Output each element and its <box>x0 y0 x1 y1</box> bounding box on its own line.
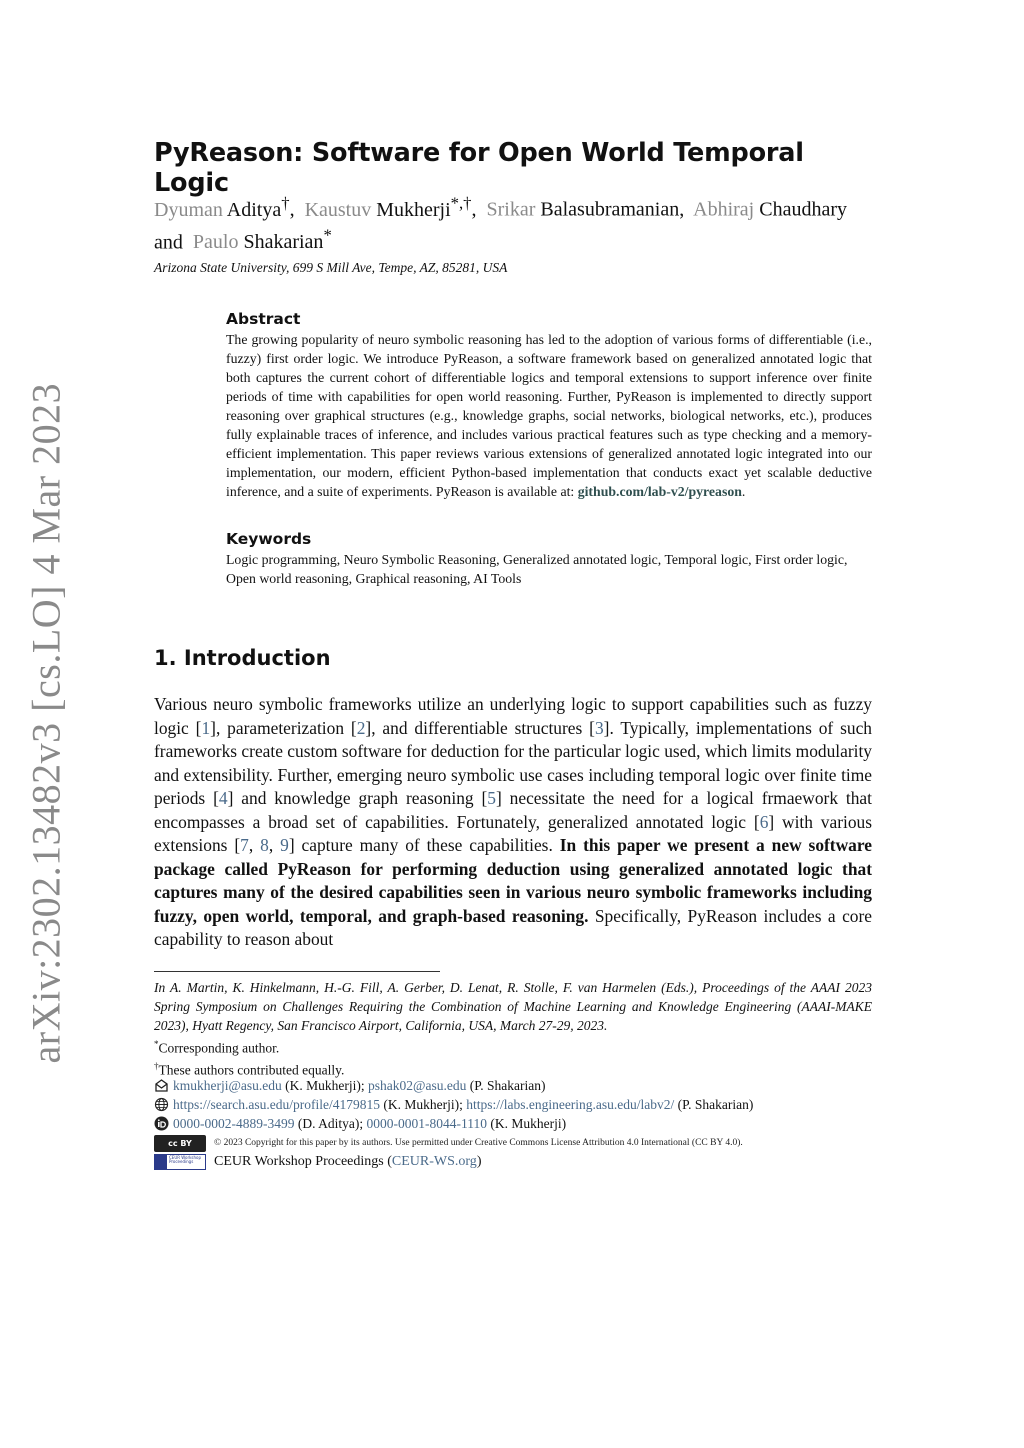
author: Srikar Balasubramanian <box>486 198 680 221</box>
affiliation: Arizona State University, 699 S Mill Ave, Tempe, AZ, 85281, USA <box>154 260 508 275</box>
email-link[interactable]: pshak02@asu.edu <box>368 1078 467 1093</box>
envelope-icon <box>154 1078 169 1093</box>
citation-link[interactable]: 9 <box>280 835 289 855</box>
intro-paragraph: Various neuro symbolic frameworks utilize an underlying logic to support capabilities such as fuzzy logic [1], parameterization [2], and differentiable structures [3]. Typically, implementations of such frameworks create custom software for deduction for the particular logic used, which limits modularity and extensibility. Further, emerging neuro symbolic use cases including temporal logic over finite time periods [4] and knowledge graph reasoning [5] necessitate the need for a logical frmaework that encompasses a broad set of capabilities. Fortunately, generalized annotated logic [6] with various extensions [7, 8, 9] capture many of these capabilities. In this paper we present a new software package called PyReason for performing deduction using generalized annotated logic that captures many of the desired capabilities seen in various neuro symbolic frameworks including fuzzy, open world, temporal, and graph-based reasoning. Specifically, PyReason includes a core capability to reason about <box>154 694 873 949</box>
arxiv-watermark: arXiv:2302.13482v3 [cs.LO] 4 Mar 2023 <box>23 382 69 1064</box>
citation-link[interactable]: 3 <box>594 717 604 738</box>
section-heading: 1. Introduction <box>154 646 331 670</box>
keywords-text: Logic programming, Neuro Symbolic Reasoning, Generalized annotated logic, Temporal logic, First order logic, Open world reasoning, Graphical reasoning, AI Tools <box>226 552 848 586</box>
copyright-text: © 2023 Copyright for this paper by its authors. Use permitted under Creative Commons License Attribution 4.0 International (CC BY 4.0). <box>214 1138 743 1148</box>
ceur-row: CEUR Workshop Proceedings CEUR Workshop Proceedings (CEUR-WS.org) <box>154 1152 872 1171</box>
ceur-link[interactable]: CEUR-WS.org <box>391 1154 477 1169</box>
footnote-corresponding: *Corresponding author. <box>154 1039 280 1056</box>
author-list: Dyuman Aditya†, Kaustuv Mukherji*,†, Srikar Balasubramanian, Abhiraj Chaudhary and Paulo Shakarian* <box>154 193 847 254</box>
orcid-link[interactable]: 0000-0001-8044-1110 <box>366 1116 487 1131</box>
footnote-rule <box>154 971 440 972</box>
abstract <box>226 308 872 501</box>
copyright-row <box>154 1134 872 1153</box>
orcid-link[interactable]: 0000-0002-4889-3499 <box>173 1116 295 1131</box>
footnote-equal: †These authors contributed equally. <box>154 1061 345 1078</box>
abstract-text: The growing popularity of neuro symbolic reasoning has led to the adoption of various forms of differentiable (i.e., fuzzy) first order logic. We introduce PyReason, a software framework based on generalized annotated logic that both captures the current cohort of differentiable logics and temporal extensions to support inference over finite periods of time with capabilities for open world reasoning. Further, PyReason is implemented to directly support reasoning over graphical structures (e.g., knowledge graphs, social networks, biological networks, etc.), produces fully explainable traces of inference, and includes various practical features such as type checking and a memory-efficient implementation. This paper reviews various extensions of generalized annotated logic integrated into our implementation, our modern, efficient Python-based implementation that conducts exact yet scalable deductive inference, and a suite of experiments. PyReason is available at: github.com/lab-v2/pyreason. <box>226 332 872 499</box>
citation-link[interactable]: 6 <box>759 811 769 832</box>
author: Paulo Shakarian* <box>192 225 332 254</box>
email-link[interactable]: kmukherji@asu.edu <box>173 1078 282 1093</box>
proceedings-note: In A. Martin, K. Hinkelmann, H.-G. Fill, A. Gerber, D. Lenat, R. Stolle, F. van Harmelen (Eds.), Proceedings of the AAAI 2023 Spring Symposium on Challenges Requiring the Combination of Machine Learning and Knowledge Engineering (AAAI-MAKE 2023), Hyatt Regency, San Francisco Airport, California, USA, March 27-29, 2023. <box>154 980 872 1033</box>
github-link[interactable]: github.com/lab-v2/pyreason <box>577 484 742 499</box>
author: Abhiraj Chaudhary <box>693 198 847 221</box>
citation-link[interactable]: 4 <box>218 788 228 808</box>
citation-link[interactable]: 5 <box>487 788 496 808</box>
citation-link[interactable]: 8 <box>260 835 269 855</box>
profile-link[interactable]: https://labs.engineering.asu.edu/labv2/ <box>466 1097 675 1112</box>
contribution-statement: In this paper we present a new software package called PyReason for performing deduction using generalized annotated logic that captures many of the desired capabilities seen in various neuro symbolic frameworks including fuzzy, open world, temporal, and graph-based reasoning. <box>154 835 872 926</box>
orcid-row: 0000-0002-4889-3499 (D. Aditya); 0000-0001-8044-1110 (K. Mukherji) <box>154 1114 872 1133</box>
url-row: https://search.asu.edu/profile/4179815 (K. Mukherji); https://labs.engineering.asu.edu/labv2/ (P. Shakarian) <box>154 1095 872 1114</box>
cc-by-badge: cc BY <box>154 1135 206 1152</box>
citation-link[interactable]: 7 <box>240 835 249 855</box>
citation-link[interactable]: 2 <box>356 717 366 738</box>
keywords-heading: Keywords <box>226 530 312 548</box>
globe-icon <box>154 1097 169 1112</box>
author: Dyuman Aditya† <box>154 193 290 221</box>
ceur-logo: CEUR Workshop Proceedings <box>154 1154 206 1170</box>
abstract-heading: Abstract <box>226 310 301 328</box>
keywords <box>226 528 872 588</box>
orcid-icon <box>154 1116 169 1131</box>
profile-link[interactable]: https://search.asu.edu/profile/4179815 <box>173 1097 380 1112</box>
email-row: kmukherji@asu.edu (K. Mukherji); pshak02@asu.edu (P. Shakarian) <box>154 1076 872 1095</box>
author: Kaustuv Mukherji*,† <box>304 193 472 221</box>
citation-link[interactable]: 1 <box>201 717 211 738</box>
paper-title: PyReason: Software for Open World Temporal Logic <box>154 138 804 198</box>
